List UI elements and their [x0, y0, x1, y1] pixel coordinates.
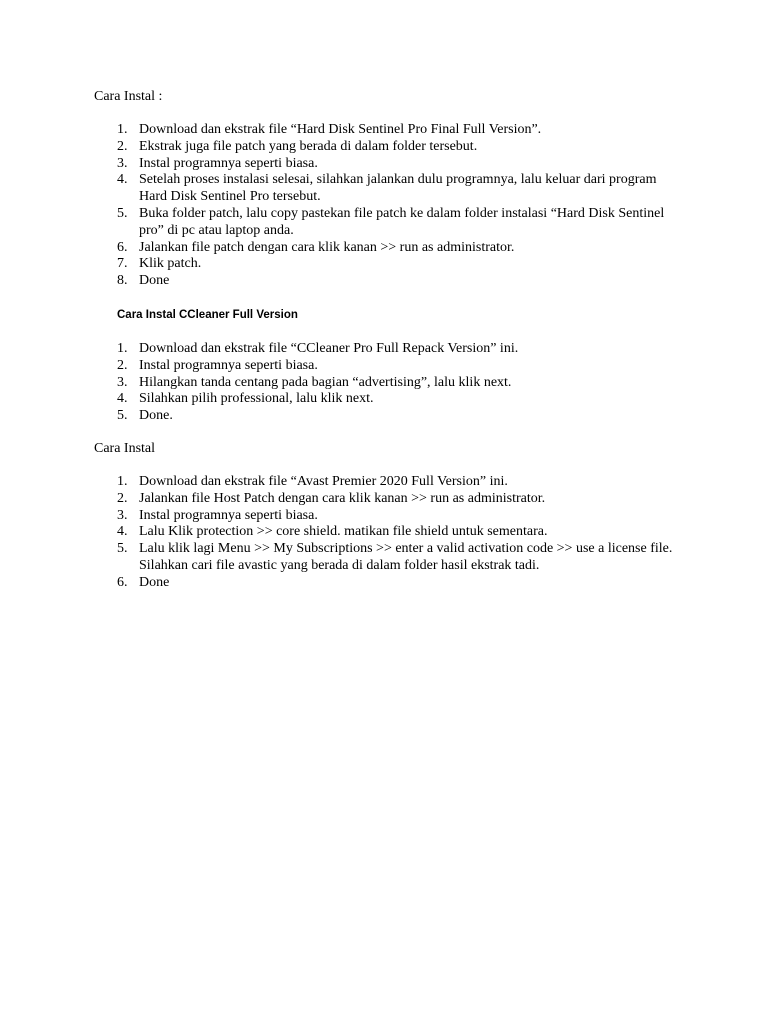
step-text: Done: [139, 574, 170, 590]
step-text: Hilangkan tanda centang pada bagian “advertising”, lalu klik next.: [139, 374, 512, 390]
section2-heading: Cara Instal CCleaner Full Version: [117, 309, 298, 321]
list-item: [117, 273, 677, 290]
step-text: Klik patch.: [139, 256, 202, 272]
list-item: [117, 172, 677, 206]
step-number: 3.: [117, 374, 128, 390]
step-number: 5.: [117, 205, 128, 221]
step-number: 3.: [117, 155, 128, 171]
step-number: 1.: [117, 341, 128, 356]
step-number: 1.: [117, 122, 128, 137]
step-text: Instal programnya seperti biasa.: [139, 357, 318, 373]
section1-heading: Cara Instal :: [94, 89, 163, 104]
section3-steps: [117, 474, 677, 592]
list-item: [117, 122, 677, 139]
section3-heading: Cara Instal: [94, 441, 156, 456]
list-item: [117, 240, 677, 257]
list-item: [117, 491, 677, 508]
step-number: 4.: [117, 524, 128, 540]
step-text: Lalu klik lagi Menu >> My Subscriptions >> enter a valid activation code >> use a license file. Silahkan cari file avastic yang berada di dalam folder hasil ekstrak tadi.: [139, 541, 673, 573]
list-item: [117, 206, 677, 240]
step-text: Setelah proses instalasi selesai, silahkan jalankan dulu programnya, lalu keluar dari program Hard Disk Sentinel Pro tersebut.: [139, 172, 657, 205]
list-item: [117, 375, 677, 392]
step-text: Instal programnya seperti biasa.: [139, 155, 318, 171]
step-number: 5.: [117, 541, 128, 557]
step-number: 6.: [117, 574, 128, 590]
step-text: Download dan ekstrak file “Hard Disk Sentinel Pro Final Full Version”.: [139, 122, 542, 137]
step-number: 5.: [117, 408, 128, 424]
step-number: 3.: [117, 507, 128, 523]
step-number: 2.: [117, 357, 128, 373]
step-text: Download dan ekstrak file “CCleaner Pro Full Repack Version” ini.: [139, 341, 519, 356]
step-text: Done.: [139, 408, 173, 424]
list-item: [117, 524, 677, 541]
step-text: Download dan ekstrak file “Avast Premier 2020 Full Version” ini.: [139, 474, 508, 489]
step-number: 4.: [117, 172, 128, 188]
step-text: Jalankan file Host Patch dengan cara klik kanan >> run as administrator.: [139, 490, 546, 506]
step-number: 8.: [117, 273, 128, 289]
list-item: [117, 575, 677, 592]
step-number: 2.: [117, 490, 128, 506]
list-item: [117, 256, 677, 273]
list-item: [117, 156, 677, 173]
list-item: [117, 391, 677, 408]
step-text: Silahkan pilih professional, lalu klik next.: [139, 391, 374, 407]
list-item: [117, 474, 677, 491]
step-number: 2.: [117, 138, 128, 154]
list-item: [117, 358, 677, 375]
step-text: Buka folder patch, lalu copy pastekan file patch ke dalam folder instalasi “Hard Disk Sentinel pro” di pc atau laptop anda.: [139, 205, 665, 238]
list-item: [117, 541, 677, 575]
step-number: 4.: [117, 391, 128, 407]
step-text: Jalankan file patch dengan cara klik kanan >> run as administrator.: [139, 239, 515, 255]
section2-steps: [117, 341, 677, 425]
list-item: [117, 508, 677, 525]
step-number: 6.: [117, 239, 128, 255]
list-item: [117, 341, 677, 358]
step-text: Lalu Klik protection >> core shield. matikan file shield untuk sementara.: [139, 524, 548, 540]
list-item: [117, 139, 677, 156]
step-text: Instal programnya seperti biasa.: [139, 507, 318, 523]
step-number: 1.: [117, 474, 128, 489]
step-text: Done: [139, 273, 170, 289]
step-number: 7.: [117, 256, 128, 272]
section1-steps: [117, 122, 677, 290]
step-text: Ekstrak juga file patch yang berada di dalam folder tersebut.: [139, 138, 478, 154]
list-item: [117, 408, 677, 425]
